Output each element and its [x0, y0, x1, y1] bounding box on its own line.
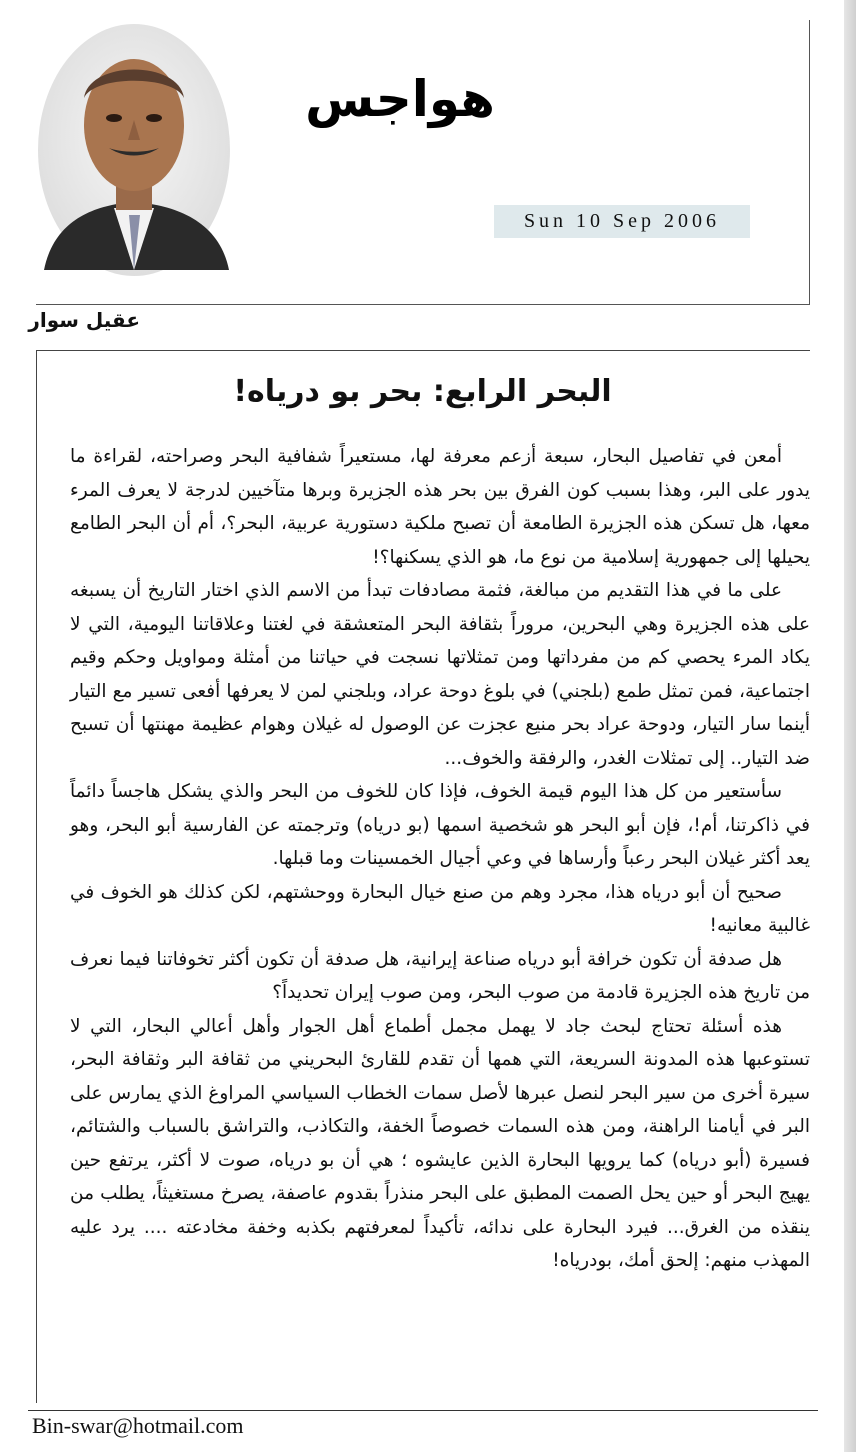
publish-date: Sun 10 Sep 2006	[494, 205, 750, 238]
scrollbar-strip	[844, 0, 856, 1452]
article-paragraph: سأستعير من كل هذا اليوم قيمة الخوف، فإذا كان للخوف من البحر والذي يشكل هاجساً دائماً في ذاكرتنا، أم!، فإن أبو البحر هو شخصية اسمها (بو درياه) وترجمته عن الفارسية أبو البحر، وهو يعد أكثر غيلان البحر رعباً وأرساها في وعي أجيال الخمسينات وما قبلها.	[70, 781, 810, 869]
article-paragraph: أمعن في تفاصيل البحار، سبعة أزعم معرفة لها، مستعيراً شفافية البحر وصراحته، لقراءة ما يدور على البر، وهذا بسبب كون الفرق بين بحر هذه الجزيرة وبرها متآخيين لدرجة لا يعرف المرء معها، هل تسكن هذه الجزيرة الطامعة أن تصبح ملكية دستورية عربية، البحر؟، أم أن البحر الطامع يحيلها إلى جمهورية إسلامية من نوع ما، هو الذي يسكنها؟!	[70, 446, 810, 568]
author-portrait	[34, 20, 234, 280]
article-paragraph: هل صدفة أن تكون خرافة أبو درياه صناعة إيرانية، هل صدفة أن تكون أكثر تخوفاتنا فيما نعرف من تاريخ هذه الجزيرة قادمة من صوب البحر، ومن صوب إيران تحديداً؟	[70, 948, 810, 1003]
footer-divider	[28, 1410, 818, 1411]
article-paragraph: هذه أسئلة تحتاج لبحث جاد لا يهمل مجمل أطماع أهل الجوار وأهل أعالي البحار، التي لا تستوعبها هذه المدونة السريعة، التي همها أن تقدم للقارئ البحريني من ثقافة البر وثقافة البحر، سيرة أخرى من سير البحر لنصل عبرها لأصل سمات الخطاب السياسي المراوغ الذي يمارس على البر في أيامنا الراهنة، ومن هذه السمات خصوصاً الخفة، والتكاذب، والتراشق بالسباب والشتائم، فسيرة (أبو درياه) كما يرويها البحارة الذين عايشوه ؛ هي أن بو درياه، صوت لا أكثر، يرتفع حين يهيج البحر أو حين يحل الصمت المطبق على البحر منذراً بقدوم عاصفة، يصرخ مستغيثاً، يطلب من ينقذه من الغرق... فيرد البحارة على ندائه، تأكيداً لمعرفتهم بكذبه وخفة مخادعته .... يرد عليه المهذب منهم: إلحق أمك، بودرياه!	[70, 1015, 810, 1271]
column-title: هواجس	[305, 70, 495, 128]
article-body	[70, 440, 810, 1278]
article-headline: البحر الرابع: بحر بو درياه!	[233, 374, 612, 409]
article-paragraph: على ما في هذا التقديم من مبالغة، فثمة مصادفات تبدأ من الاسم الذي اختار التاريخ أن يسبغه على هذه الجزيرة وهي البحرين، مروراً بثقافة البحر المتعشقة في لغتنا وعلاقاتنا اليومية، التي لا يكاد المرء يحصي كم من مفرداتها ومن تمثلاتها نسجت في حياتنا من أمثلة ومواويل وحكم وقيم اجتماعية، فمن تمثل طمع (بلجني) في بلوغ دوحة عراد، وبلجني لمن لا يعرفها أفعى تسير مع التيار أينما سار التيار، ودوحة عراد بحر منيع عجزت عن الوصول له غيلان وهوام عظيمة مهنتها أن تسبح ضد التيار.. إلى تمثلات الغدر، والرفقة والخوف...	[70, 580, 810, 769]
author-email[interactable]: Bin-swar@hotmail.com	[32, 1413, 244, 1438]
author-name: عقيل سوار	[28, 308, 140, 332]
article-paragraph: صحيح أن أبو درياه هذا، مجرد وهم من صنع خيال البحارة ووحشتهم، لكن كذلك هو الخوف في غالبية معانيه!	[70, 881, 810, 936]
